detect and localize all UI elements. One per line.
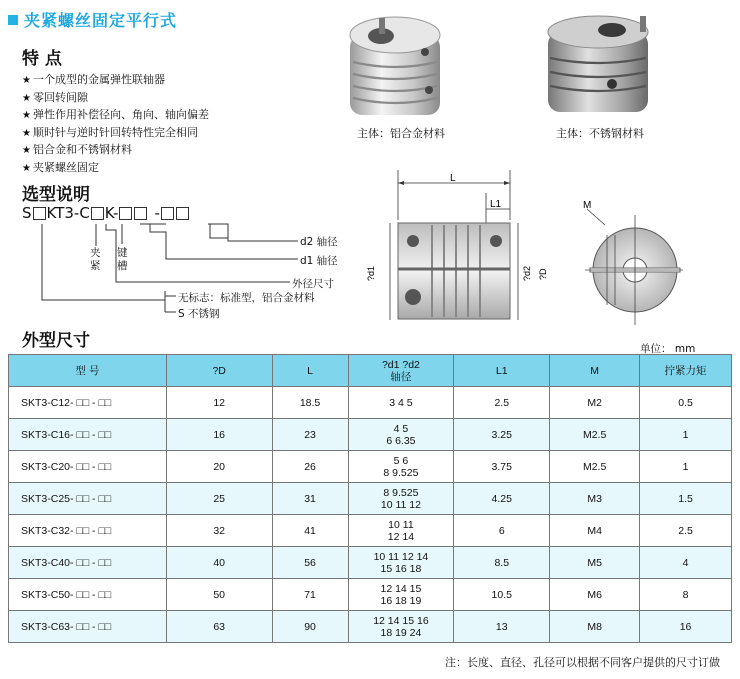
cell-L1: 4.25 bbox=[454, 483, 550, 515]
cell-D: 12 bbox=[166, 387, 272, 419]
bore-line-1: 8 9.525 bbox=[383, 486, 419, 499]
cell-torque: 4 bbox=[640, 547, 732, 579]
cell-bore bbox=[348, 483, 454, 515]
feature-item: ★ 铝合金和不锈钢材料 bbox=[22, 142, 209, 160]
label-d1: d1 轴径 bbox=[300, 255, 338, 267]
cell-torque: 1 bbox=[640, 419, 732, 451]
label-mark-s: S 不锈钢 bbox=[178, 308, 220, 320]
table-row bbox=[9, 515, 732, 547]
cell-torque: 1.5 bbox=[640, 483, 732, 515]
cell-D: 32 bbox=[166, 515, 272, 547]
table-row bbox=[9, 483, 732, 515]
cell-L1: 8.5 bbox=[454, 547, 550, 579]
col-L: L bbox=[272, 355, 348, 387]
cell-torque: 0.5 bbox=[640, 387, 732, 419]
bore-line-2: 18 19 24 bbox=[380, 626, 422, 639]
cell-M: M4 bbox=[550, 515, 640, 547]
dim-d2: ?d2 bbox=[522, 265, 532, 281]
cell-L1: 2.5 bbox=[454, 387, 550, 419]
bore-line-1: 10 11 12 14 bbox=[373, 550, 429, 563]
cell-model: SKT3-C50- □□ - □□ bbox=[9, 579, 167, 611]
features-heading: 特 点 bbox=[22, 49, 62, 69]
feature-item: ★ 夹紧螺丝固定 bbox=[22, 160, 209, 178]
footnote: 注：长度、直径、孔径可以根据不同客户提供的尺寸订做 bbox=[445, 656, 720, 669]
label-clamp: 夹紧 bbox=[90, 247, 101, 272]
dim-L: L bbox=[450, 173, 456, 184]
cell-model: SKT3-C25- □□ - □□ bbox=[9, 483, 167, 515]
cell-L: 31 bbox=[272, 483, 348, 515]
cell-D: 40 bbox=[166, 547, 272, 579]
label-mark-none: 无标志：标准型，铝合金材料 bbox=[178, 292, 315, 304]
label-key: 键槽 bbox=[117, 247, 128, 272]
cell-L: 41 bbox=[272, 515, 348, 547]
end-view-drawing bbox=[575, 195, 685, 335]
cell-model: SKT3-C16- □□ - □□ bbox=[9, 419, 167, 451]
cell-M: M5 bbox=[550, 547, 640, 579]
cell-bore bbox=[348, 515, 454, 547]
feature-item: ★ 顺时针与逆时针回转特性完全相同 bbox=[22, 125, 209, 143]
dim-D: ?D bbox=[538, 268, 548, 280]
dimensions-table bbox=[8, 354, 732, 643]
table-header-row bbox=[9, 355, 732, 387]
cell-M: M8 bbox=[550, 611, 640, 643]
label-d2: d2 轴径 bbox=[300, 236, 338, 248]
bore-line-2: 6 6.35 bbox=[386, 434, 416, 447]
col-model: 型 号 bbox=[9, 355, 167, 387]
bore-line-1: 12 14 15 16 bbox=[373, 614, 429, 627]
bore-line-2: 10 11 12 bbox=[380, 498, 421, 511]
cell-bore bbox=[348, 611, 454, 643]
cell-model: SKT3-C32- □□ - □□ bbox=[9, 515, 167, 547]
cell-M: M2 bbox=[550, 387, 640, 419]
bore-line-1: 12 14 15 bbox=[380, 582, 422, 595]
cell-torque: 8 bbox=[640, 579, 732, 611]
cell-M: M6 bbox=[550, 579, 640, 611]
bore-line-1: 4 5 bbox=[393, 422, 409, 435]
cell-bore bbox=[348, 547, 454, 579]
cell-bore bbox=[348, 419, 454, 451]
cell-torque: 16 bbox=[640, 611, 732, 643]
side-view-drawing bbox=[340, 165, 600, 335]
steel-caption: 主体：不锈钢材料 bbox=[556, 127, 644, 140]
cell-bore bbox=[348, 579, 454, 611]
cell-M: M2.5 bbox=[550, 451, 640, 483]
cell-D: 20 bbox=[166, 451, 272, 483]
feature-item: ★ 一个成型的金属弹性联轴器 bbox=[22, 72, 209, 90]
cell-model: SKT3-C40- □□ - □□ bbox=[9, 547, 167, 579]
col-L1: L1 bbox=[454, 355, 550, 387]
cell-L: 71 bbox=[272, 579, 348, 611]
cell-L: 90 bbox=[272, 611, 348, 643]
table-row bbox=[9, 419, 732, 451]
cell-D: 25 bbox=[166, 483, 272, 515]
cell-D: 16 bbox=[166, 419, 272, 451]
cell-L1: 6 bbox=[454, 515, 550, 547]
bore-line-1: 3 4 5 bbox=[389, 396, 413, 409]
table-row bbox=[9, 611, 732, 643]
cell-M: M2.5 bbox=[550, 419, 640, 451]
cell-torque: 1 bbox=[640, 451, 732, 483]
cell-L1: 3.25 bbox=[454, 419, 550, 451]
col-M: M bbox=[550, 355, 640, 387]
dim-L1: L1 bbox=[490, 199, 502, 210]
cell-L1: 3.75 bbox=[454, 451, 550, 483]
cell-bore bbox=[348, 387, 454, 419]
dimensions-heading: 外型尺寸 bbox=[22, 331, 90, 351]
table-row bbox=[9, 451, 732, 483]
bore-line-2: 12 14 bbox=[387, 530, 415, 543]
table-row bbox=[9, 547, 732, 579]
cell-L1: 10.5 bbox=[454, 579, 550, 611]
cell-model: SKT3-C20- □□ - □□ bbox=[9, 451, 167, 483]
cell-D: 63 bbox=[166, 611, 272, 643]
col-D: ?D bbox=[166, 355, 272, 387]
bore-line-1: 10 11 bbox=[388, 518, 414, 531]
cell-model: SKT3-C12- □□ - □□ bbox=[9, 387, 167, 419]
cell-L: 18.5 bbox=[272, 387, 348, 419]
bore-line-2: 15 16 18 bbox=[380, 562, 422, 575]
label-od: 外径尺寸 bbox=[292, 278, 334, 290]
dim-d1: ?d1 bbox=[366, 265, 376, 281]
cell-L1: 13 bbox=[454, 611, 550, 643]
col-torque: 拧紧力矩 bbox=[640, 355, 732, 387]
cell-D: 50 bbox=[166, 579, 272, 611]
unit-label: 单位： mm bbox=[640, 343, 696, 355]
bore-line-2: 16 18 19 bbox=[380, 594, 422, 607]
feature-item: ★ 弹性作用补偿径向、角向、轴向偏差 bbox=[22, 107, 209, 125]
cell-L: 56 bbox=[272, 547, 348, 579]
feature-item: ★ 零回转间隙 bbox=[22, 90, 209, 108]
cell-model: SKT3-C63- □□ - □□ bbox=[9, 611, 167, 643]
table-row bbox=[9, 387, 732, 419]
table-row bbox=[9, 579, 732, 611]
page-title: 夹紧螺丝固定平行式 bbox=[8, 8, 177, 31]
aluminum-caption: 主体：铝合金材料 bbox=[357, 127, 445, 140]
cell-L: 23 bbox=[272, 419, 348, 451]
bore-line-1: 5 6 bbox=[393, 454, 409, 467]
bore-line-2: 8 9.525 bbox=[383, 466, 419, 479]
col-bore: ?d1 ?d2 轴径 bbox=[348, 355, 454, 387]
model-code: S KT3-C K- - bbox=[22, 204, 190, 222]
cell-bore bbox=[348, 451, 454, 483]
dim-M: M bbox=[583, 200, 592, 211]
cell-L: 26 bbox=[272, 451, 348, 483]
selection-heading: 选型说明 bbox=[22, 185, 90, 205]
cell-M: M3 bbox=[550, 483, 640, 515]
cell-torque: 2.5 bbox=[640, 515, 732, 547]
